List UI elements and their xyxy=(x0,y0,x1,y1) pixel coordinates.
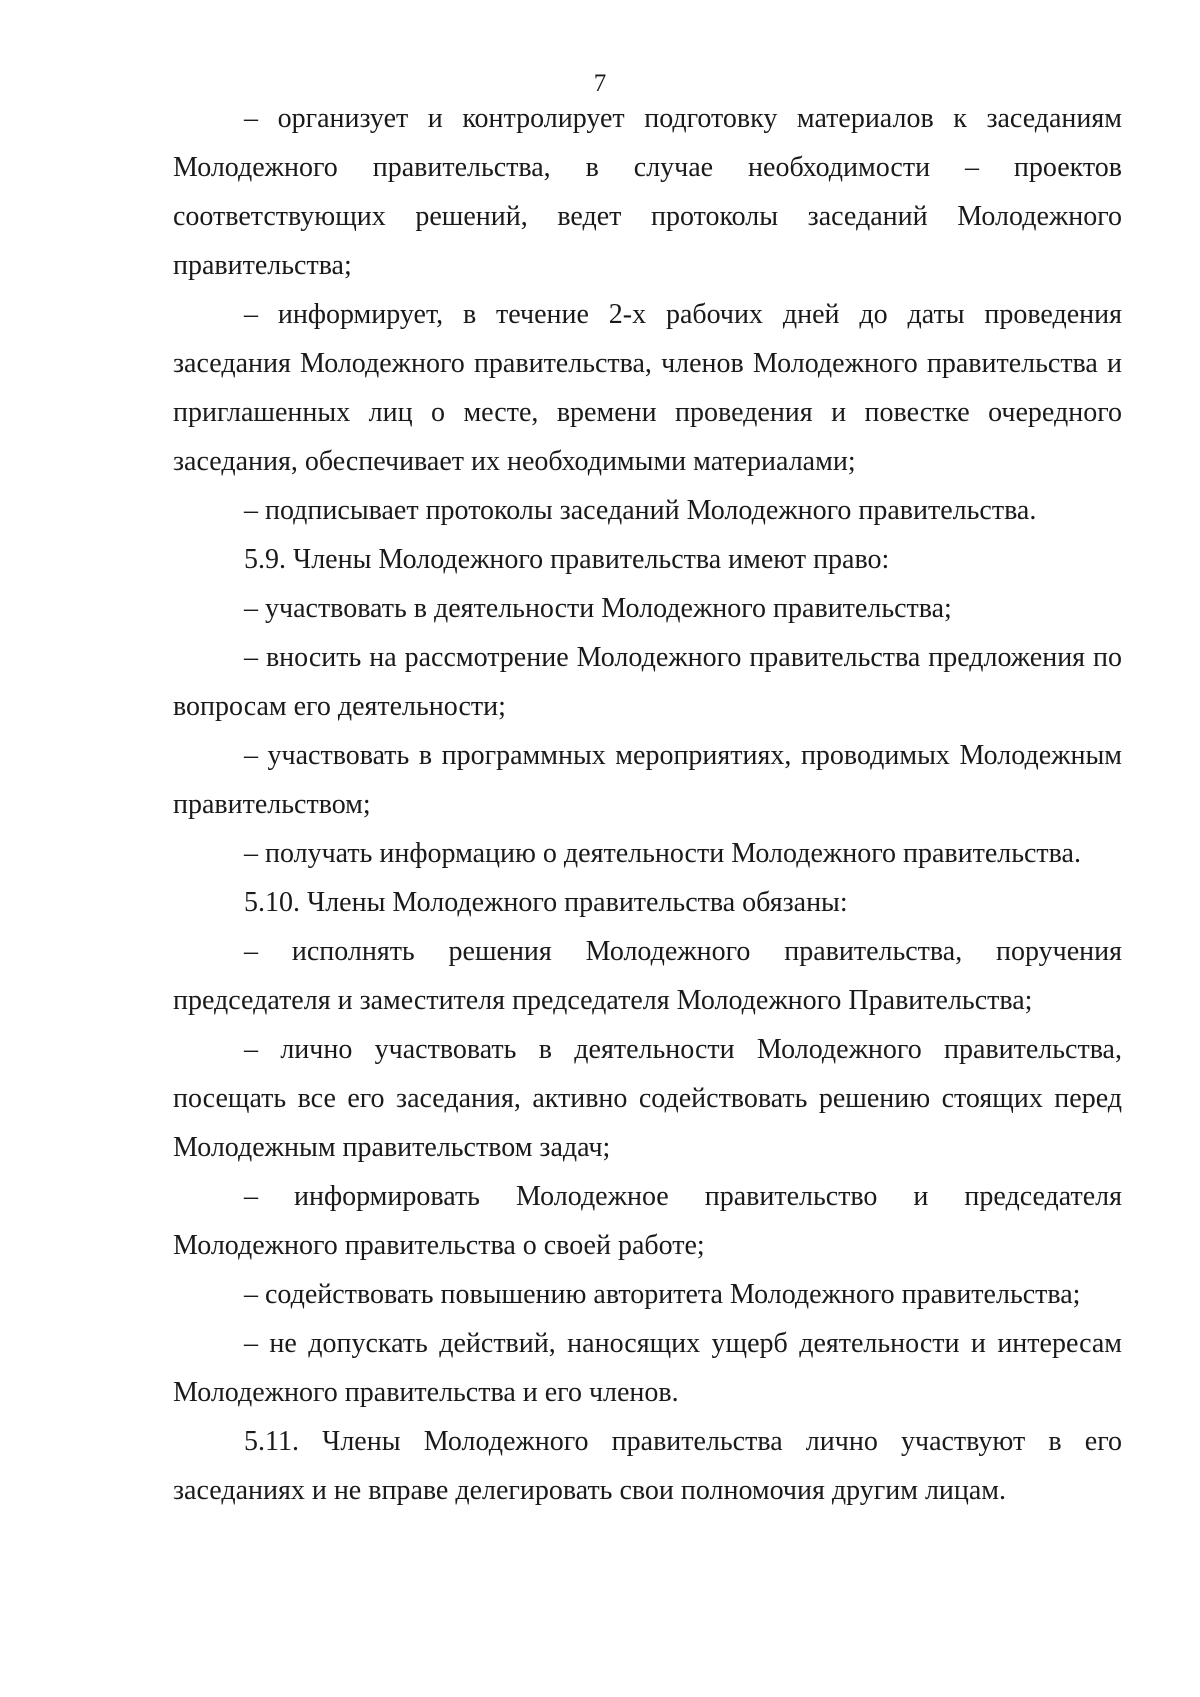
document-body xyxy=(173,94,1122,1515)
clause-5-10-heading: 5.10. Члены Молодежного правительства обязаны: xyxy=(244,887,848,918)
paragraph-secretary-informs: – информирует, в течение 2-х рабочих дней до даты проведения заседания Молодежного правительства, членов Молодежного правительства и приглашенных лиц о месте, времени проведения и повестке очередного заседания, обеспечивает их необходимыми материалами; xyxy=(173,299,1122,477)
paragraph-right-programs: – участвовать в программных мероприятиях, проводимых Молодежным правительством; xyxy=(173,740,1122,820)
paragraph-duty-authority: – содействовать повышению авторитета Молодежного правительства; xyxy=(244,1279,1081,1310)
paragraph-right-participate: – участвовать в деятельности Молодежного правительства; xyxy=(244,593,952,624)
paragraph-duty-attend: – лично участвовать в деятельности Молодежного правительства, посещать все его заседания, активно содействовать решению стоящих перед Молодежным правительством задач; xyxy=(173,1034,1122,1163)
clause-5-9-heading: 5.9. Члены Молодежного правительства имеют право: xyxy=(244,544,890,575)
paragraph-right-propose: – вносить на рассмотрение Молодежного правительства предложения по вопросам его деятельности; xyxy=(173,642,1122,722)
paragraph-right-information: – получать информацию о деятельности Молодежного правительства. xyxy=(244,838,1081,869)
paragraph-duty-no-harm: – не допускать действий, наносящих ущерб деятельности и интересам Молодежного правительства и его членов. xyxy=(173,1328,1122,1408)
page-number: 7 xyxy=(593,70,607,97)
paragraph-duty-execute: – исполнять решения Молодежного правительства, поручения председателя и заместителя председателя Молодежного Правительства; xyxy=(173,936,1122,1016)
paragraph-secretary-materials: – организует и контролирует подготовку материалов к заседаниям Молодежного правительства, в случае необходимости – проектов соответствующих решений, ведет протоколы заседаний Молодежного правительства; xyxy=(173,103,1122,281)
clause-5-11: 5.11. Члены Молодежного правительства лично участвуют в его заседаниях и не вправе делегировать свои полномочия другим лицам. xyxy=(173,1426,1122,1506)
paragraph-secretary-signs: – подписывает протоколы заседаний Молодежного правительства. xyxy=(244,495,1037,526)
paragraph-duty-report: – информировать Молодежное правительство и председателя Молодежного правительства о своей работе; xyxy=(173,1181,1122,1261)
